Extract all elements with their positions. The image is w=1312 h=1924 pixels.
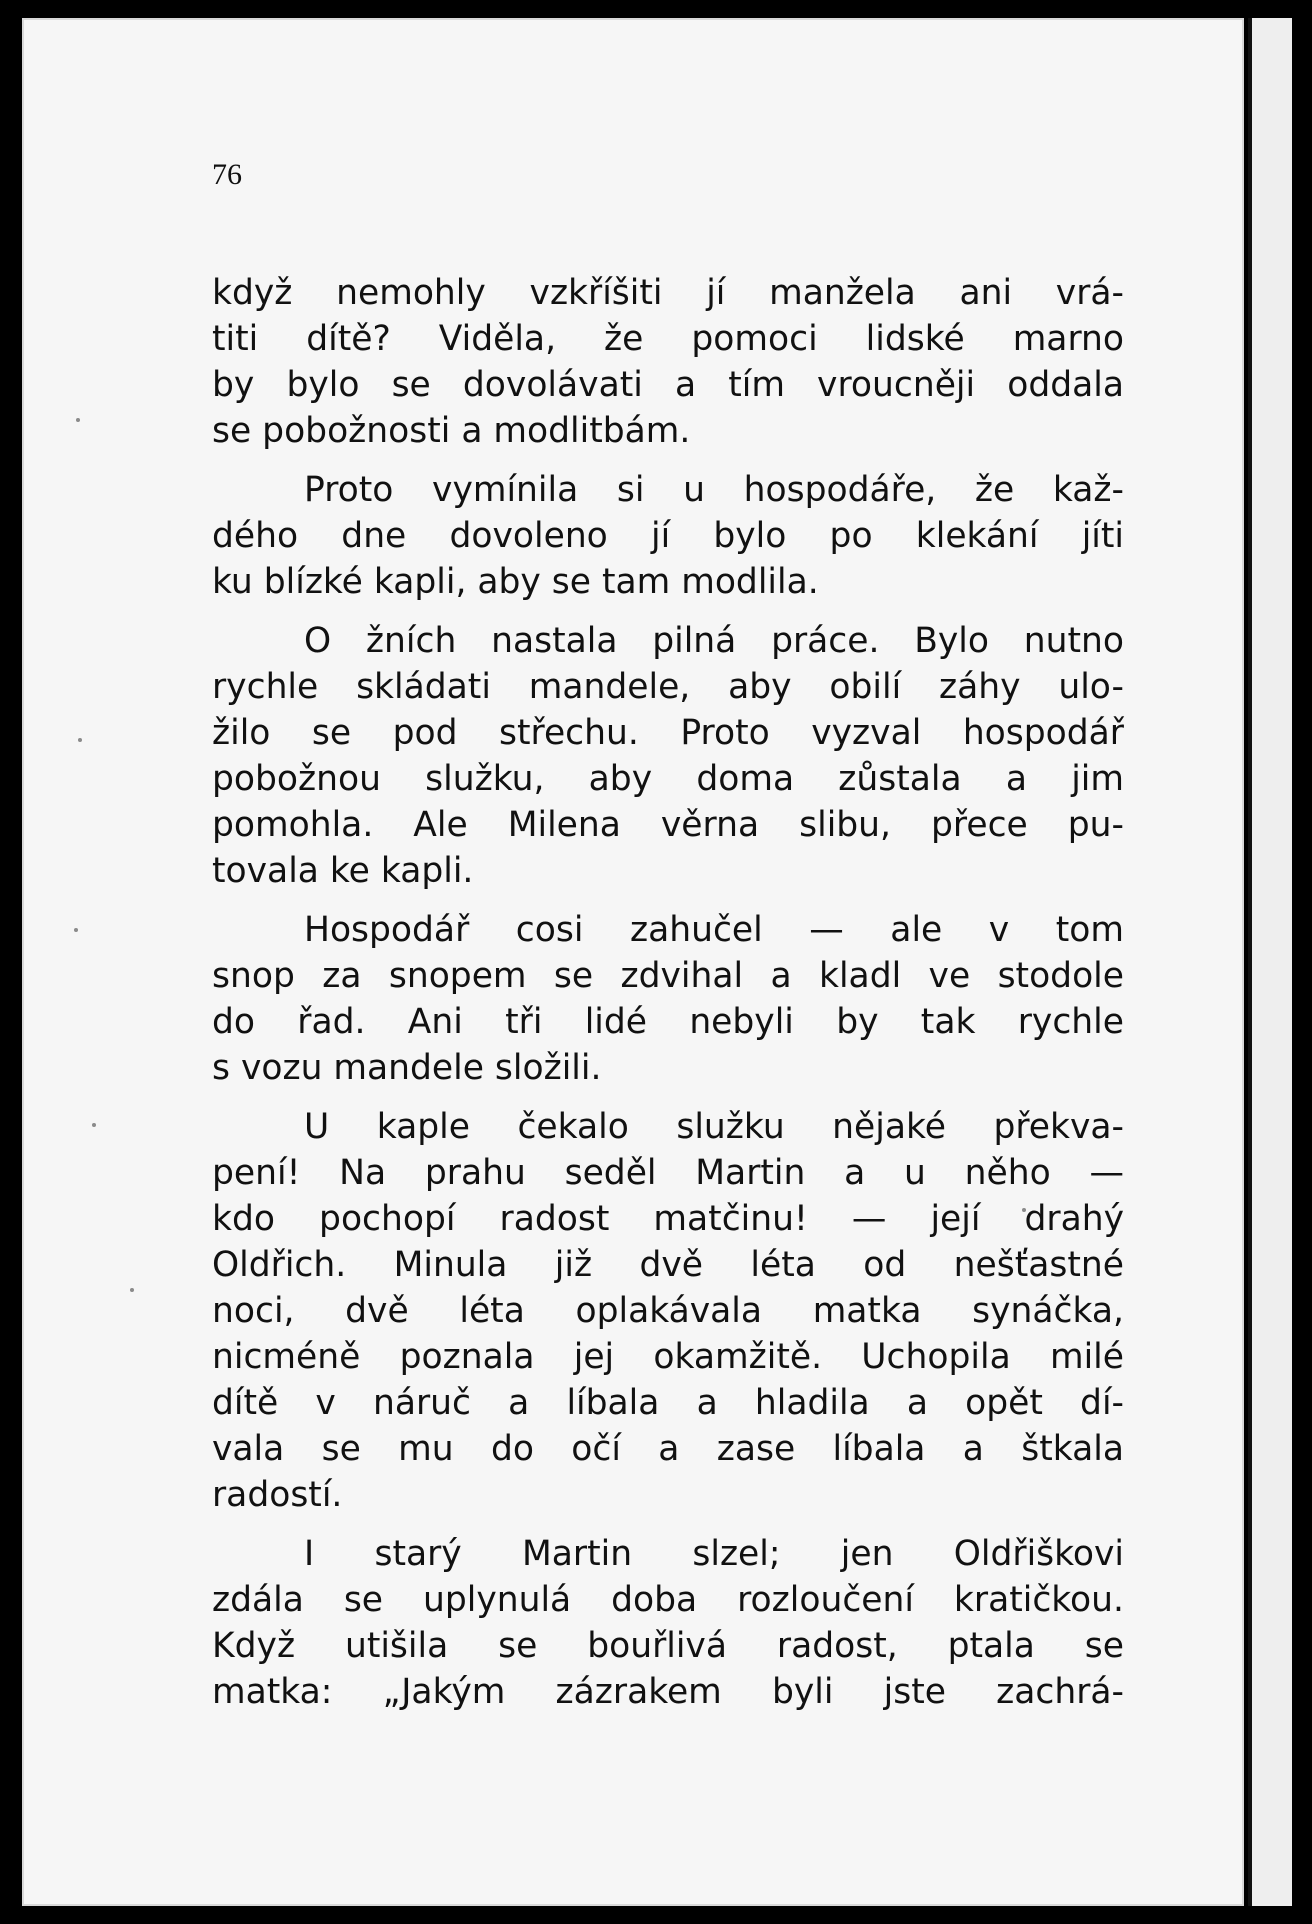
text-line: snop za snopem se zdvihal a kladl ve stodole bbox=[212, 956, 1124, 996]
text-line: Oldřich. Minula již dvě léta od nešťastné bbox=[212, 1245, 1124, 1285]
text-line: Hospodář cosi zahučel — ale v tom bbox=[304, 910, 1124, 950]
text-line: zdála se uplynulá doba rozloučení kratičkou. bbox=[212, 1580, 1124, 1620]
text-line: pomohla. Ale Milena věrna slibu, přece pu- bbox=[212, 805, 1124, 845]
text-line: s vozu mandele složili. bbox=[212, 1048, 602, 1088]
paper-speck bbox=[76, 418, 80, 422]
text-line: Když utišila se bouřlivá radost, ptala se bbox=[212, 1626, 1124, 1666]
text-line: kdo pochopí radost matčinu! — její drahý bbox=[212, 1199, 1124, 1239]
text-line: pení! Na prahu seděl Martin a u něho — bbox=[212, 1153, 1124, 1193]
text-line: pobožnou služku, aby doma zůstala a jim bbox=[212, 759, 1124, 799]
text-line: noci, dvě léta oplakávala matka synáčka, bbox=[212, 1291, 1124, 1331]
text-line: titi dítě? Viděla, že pomoci lidské marno bbox=[212, 319, 1124, 359]
paper-speck bbox=[92, 1123, 96, 1127]
text-line: nicméně poznala jej okamžitě. Uchopila milé bbox=[212, 1337, 1124, 1377]
body-text bbox=[212, 270, 1124, 1715]
text-line: tovala ke kapli. bbox=[212, 851, 474, 891]
paragraph bbox=[212, 270, 1124, 454]
paragraph bbox=[212, 618, 1124, 894]
text-line: radostí. bbox=[212, 1475, 343, 1515]
text-line: žilo se pod střechu. Proto vyzval hospodář bbox=[212, 713, 1124, 753]
text-line: by bylo se dovolávati a tím vroucněji oddala bbox=[212, 365, 1124, 405]
paper-speck bbox=[130, 1288, 134, 1292]
text-line: do řad. Ani tři lidé nebyli by tak rychle bbox=[212, 1002, 1124, 1042]
text-line: se pobožnosti a modlitbám. bbox=[212, 411, 691, 451]
text-line: rychle skládati mandele, aby obilí záhy ulo- bbox=[212, 667, 1124, 707]
adjacent-page-edge bbox=[1248, 18, 1292, 1906]
paragraph bbox=[212, 1531, 1124, 1715]
paragraph bbox=[212, 467, 1124, 605]
paper-speck bbox=[74, 928, 78, 932]
text-line: vala se mu do očí a zase líbala a štkala bbox=[212, 1429, 1124, 1469]
text-line: Proto vymínila si u hospodáře, že kaž- bbox=[304, 470, 1124, 510]
text-line: U kaple čekalo služku nějaké překva- bbox=[304, 1107, 1124, 1147]
text-line: I starý Martin slzel; jen Oldřiškovi bbox=[304, 1534, 1124, 1574]
paragraph bbox=[212, 907, 1124, 1091]
text-line: když nemohly vzkříšiti jí manžela ani vrá- bbox=[212, 273, 1124, 313]
text-line: O žních nastala pilná práce. Bylo nutno bbox=[304, 621, 1124, 661]
text-line: matka: „Jakým zázrakem byli jste zachrá- bbox=[212, 1672, 1124, 1712]
paragraph bbox=[212, 1104, 1124, 1518]
text-line: ku blízké kapli, aby se tam modlila. bbox=[212, 562, 819, 602]
page-number: 76 bbox=[212, 158, 242, 191]
text-line: dítě v náruč a líbala a hladila a opět dí- bbox=[212, 1383, 1124, 1423]
paper-speck bbox=[78, 738, 82, 742]
text-line: dého dne dovoleno jí bylo po klekání jíti bbox=[212, 516, 1124, 556]
